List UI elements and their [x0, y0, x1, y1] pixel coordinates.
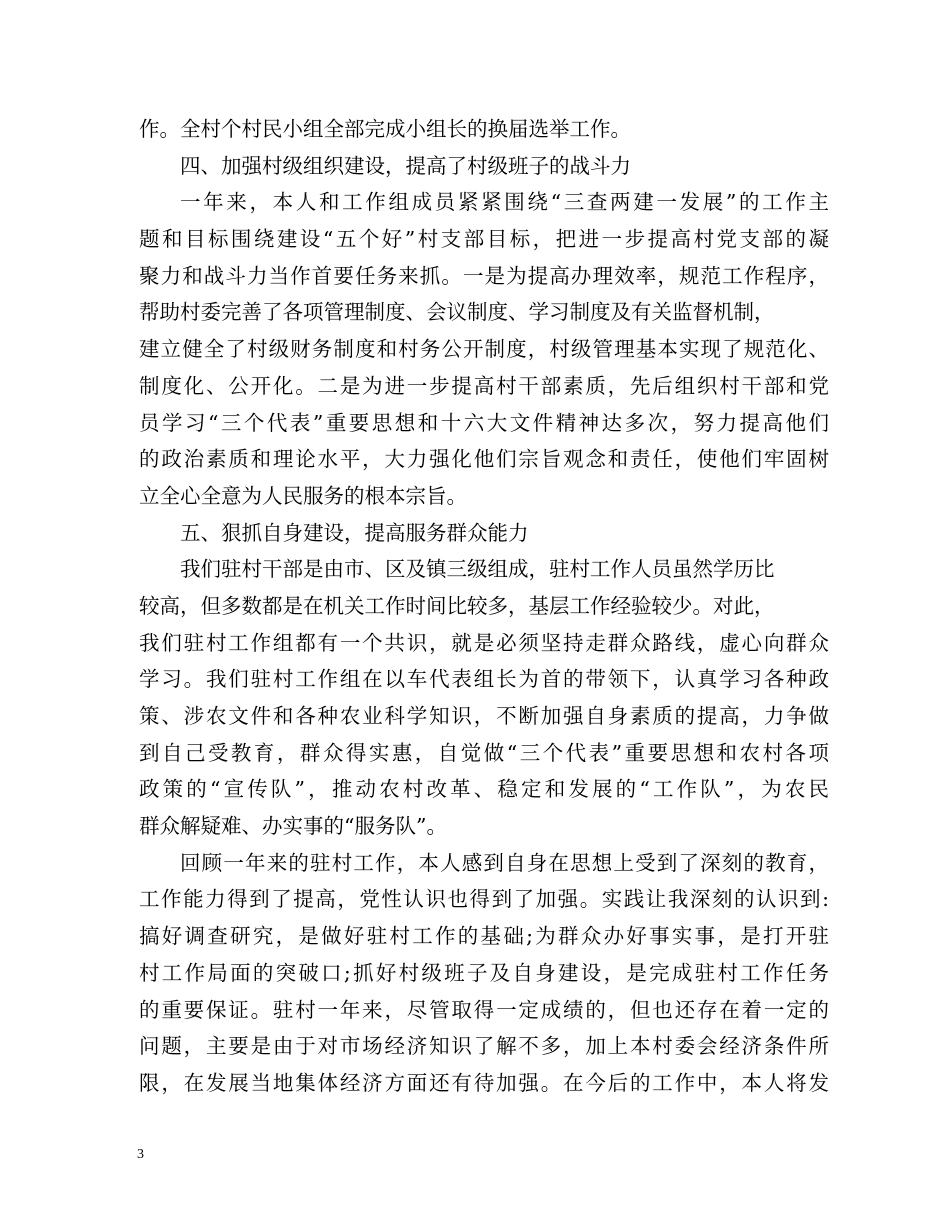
text-line: 帮助村委完善了各项管理制度、会议制度、学习制度及有关监督机制，	[139, 300, 775, 325]
text-line: 群众解疑难、办实事的“服务队”。	[139, 814, 447, 839]
text-line: 我们驻村干部是由市、区及镇三级组成，驻村工作人员虽然学历比	[180, 557, 775, 582]
text-line: 五、狠抓自身建设，提高服务群众能力	[180, 520, 529, 545]
text-line: 策、涉农文件和各种农业科学知识，不断加强自身素质的提高，力争做	[139, 704, 829, 728]
text-line: 作。全村个村民小组全部完成小组长的换届选举工作。	[139, 117, 631, 141]
text-line: 回顾一年来的驻村工作，本人感到自身在思想上受到了深刻的教育，	[180, 850, 829, 875]
text-line: 工作能力得到了提高，党性认识也得到了加强。实践让我深刻的认识到:	[139, 887, 829, 912]
text-line: 四、加强村级组织建设，提高了村级班子的战斗力	[180, 153, 631, 178]
text-line: 政策的“宣传队”，推动农村改革、稳定和发展的“工作队”，为农民	[139, 777, 829, 802]
text-line: 题和目标围绕建设“五个好”村支部目标，把进一步提高村党支部的凝	[139, 227, 829, 252]
text-line: 我们驻村工作组都有一个共识，就是必须坚持走群众路线，虚心向群众	[139, 630, 829, 655]
text-line: 的政治素质和理论水平，大力强化他们宗旨观念和责任，使他们牢固树	[139, 447, 829, 472]
text-line: 搞好调查研究，是做好驻村工作的基础;为群众办好事实事，是打开驻	[139, 924, 829, 949]
text-line: 到自己受教育，群众得实惠，自觉做“三个代表”重要思想和农村各项	[139, 740, 829, 765]
text-line: 制度化、公开化。二是为进一步提高村干部素质，先后组织村干部和党	[139, 373, 829, 398]
text-line: 问题，主要是由于对市场经济知识了解不多，加上本村委会经济条件所	[139, 1034, 829, 1059]
text-line: 限，在发展当地集体经济方面还有待加强。在今后的工作中，本人将发	[139, 1070, 829, 1095]
text-line: 建立健全了村级财务制度和村务公开制度，村级管理基本实现了规范化、	[139, 337, 829, 362]
text-line: 立全心全意为人民服务的根本宗旨。	[139, 483, 467, 508]
text-line: 较高，但多数都是在机关工作时间比较多，基层工作经验较少。对此，	[139, 593, 775, 618]
text-line: 一年来，本人和工作组成员紧紧围绕“三查两建一发展”的工作主	[180, 190, 829, 215]
text-line: 聚力和战斗力当作首要任务来抓。一是为提高办理效率，规范工作程序，	[139, 263, 829, 288]
body-text	[139, 111, 829, 1102]
page-number: 3	[137, 1147, 144, 1162]
text-line: 学习。我们驻村工作组在以车代表组长为首的带领下，认真学习各种政	[139, 667, 829, 692]
text-line: 员学习“三个代表”重要思想和十六大文件精神达多次，努力提高他们	[139, 410, 829, 435]
text-line: 村工作局面的突破口;抓好村级班子及自身建设，是完成驻村工作任务	[139, 960, 829, 985]
text-line: 的重要保证。驻村一年来，尽管取得一定成绩的，但也还存在着一定的	[139, 997, 829, 1022]
